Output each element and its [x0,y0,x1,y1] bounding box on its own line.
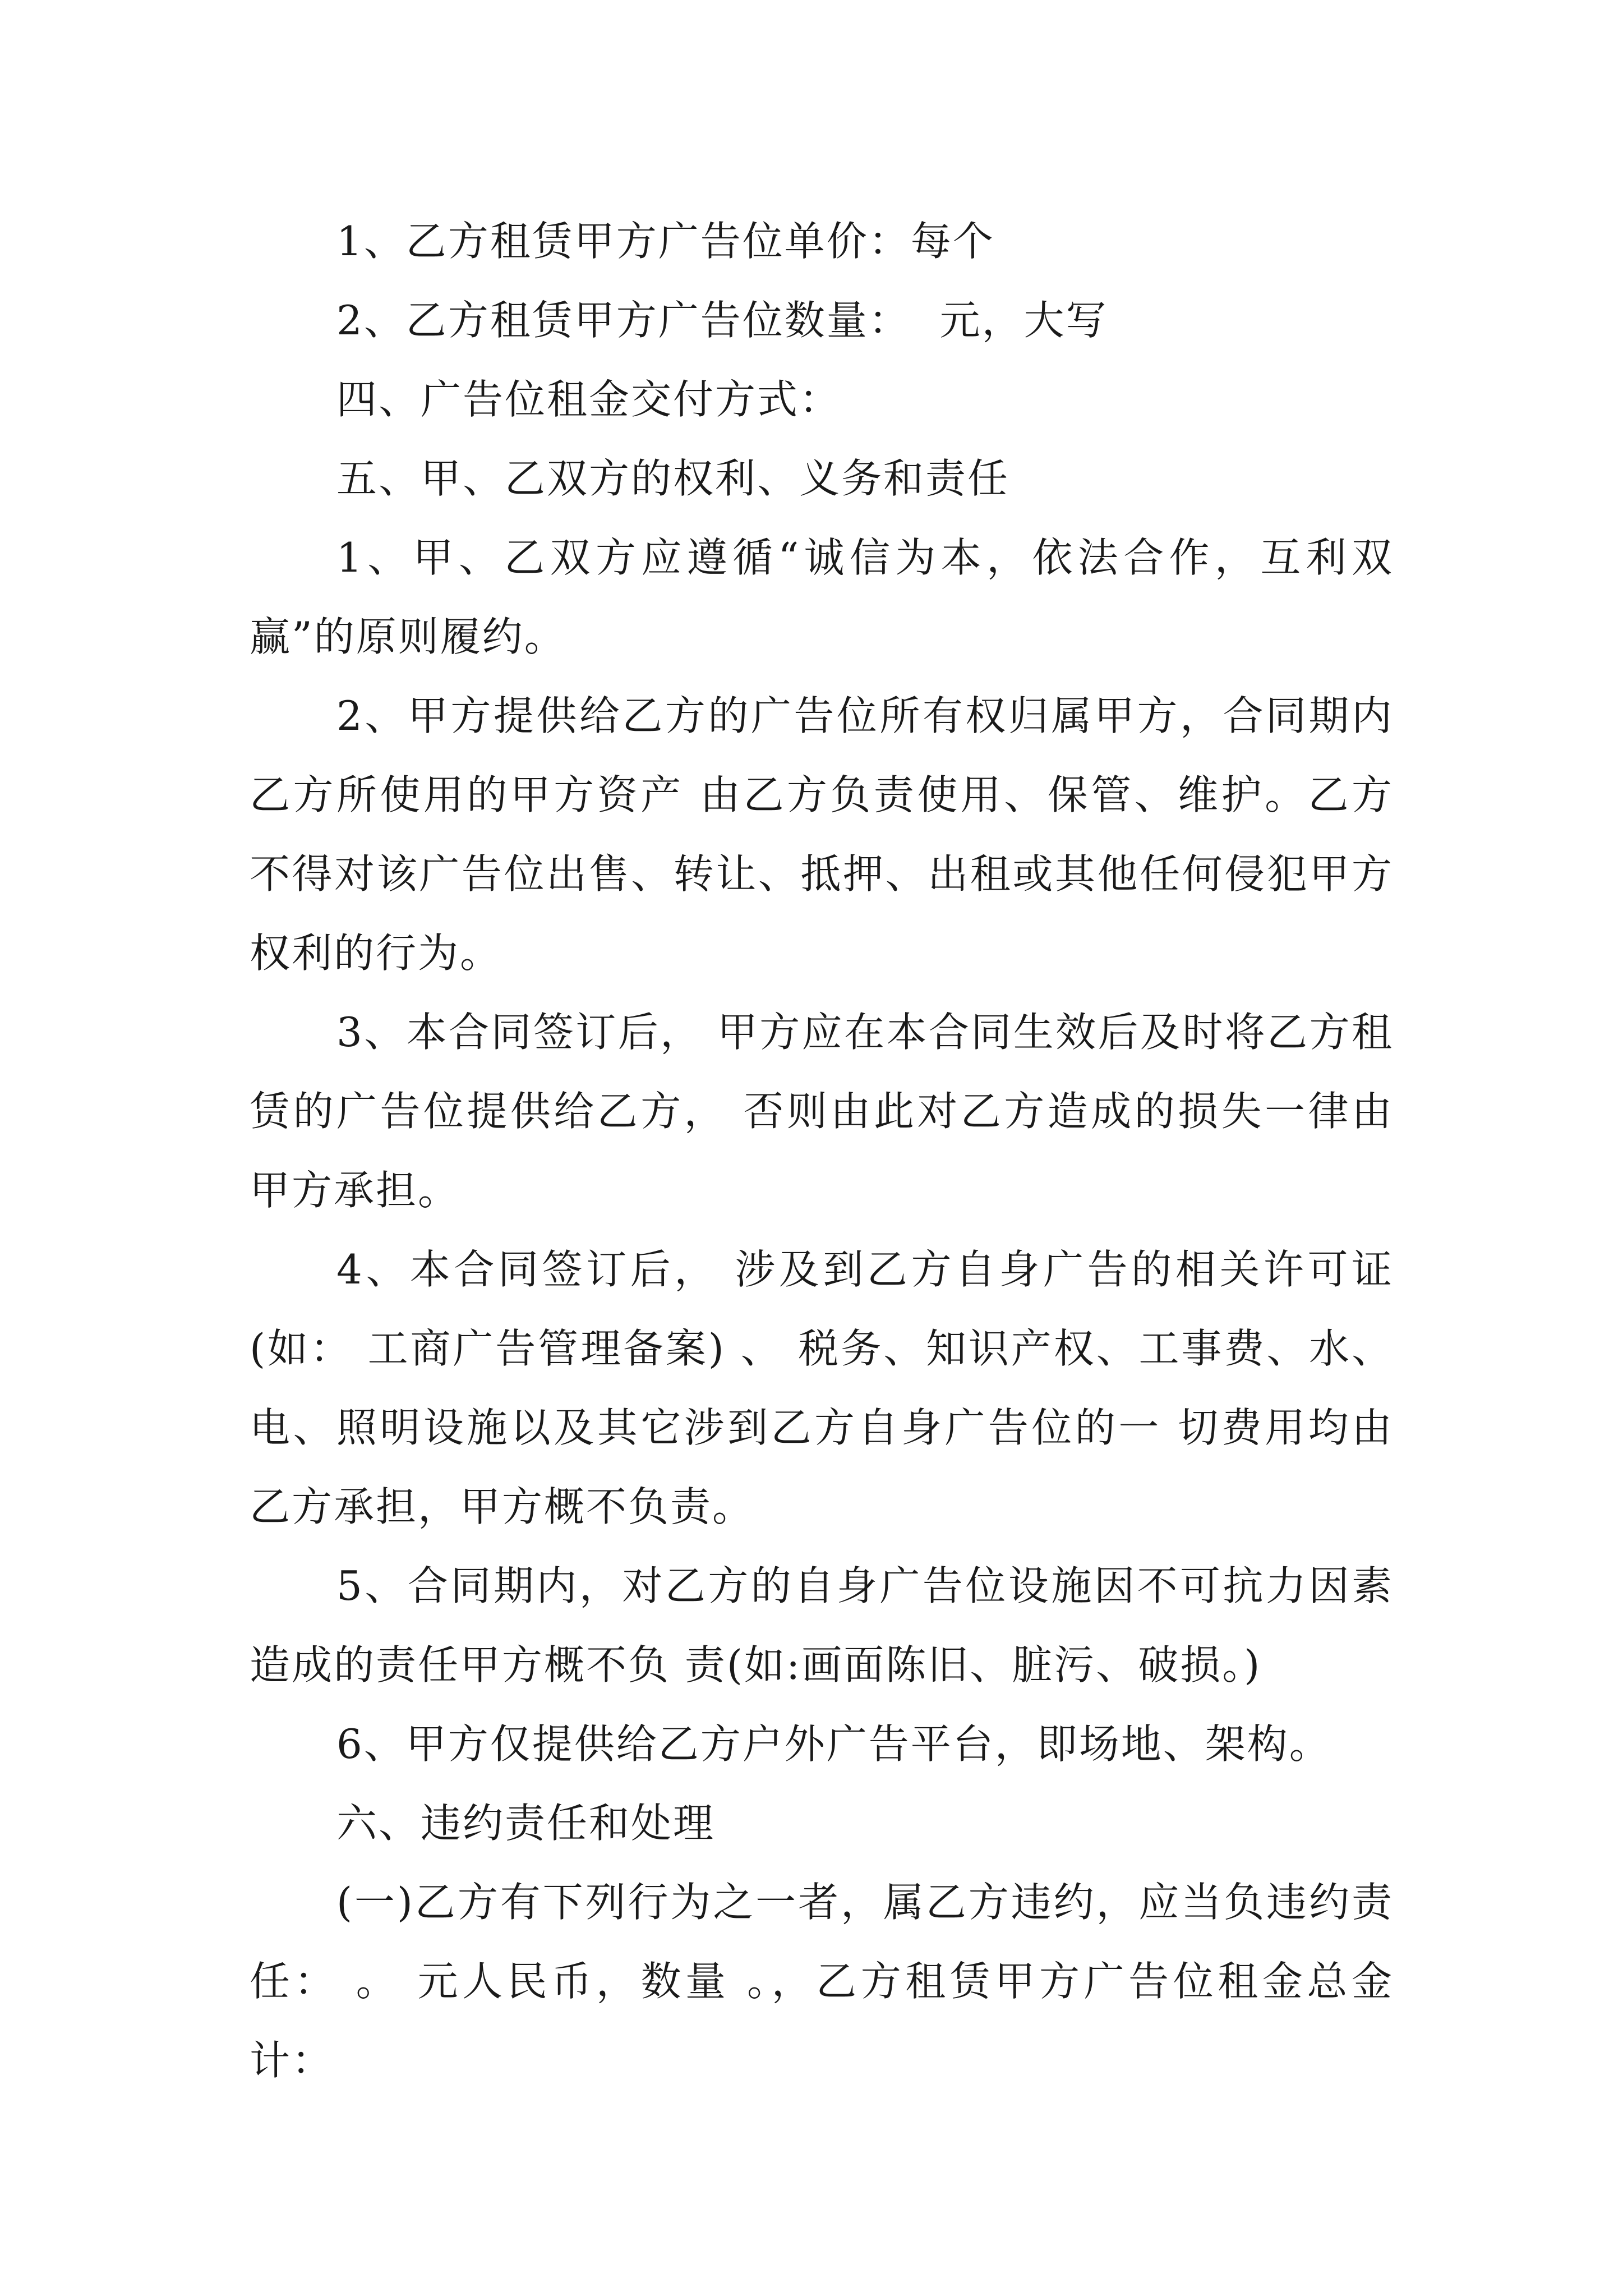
clause-delivery: 3、本合同签订后， 甲方应在本合同生效后及时将乙方租赁的广告位提供给乙方， 否则由此对乙方造成的损失一律由甲方承担。 [250,1009,1394,1214]
heading-breach: 六、违约责任和处理 [336,1800,716,1847]
heading-rent-payment: 四、广告位租金交付方式： [336,376,842,423]
paragraph-unit-price: 1、乙方租赁甲方广告位单价：每个 [336,218,995,265]
clause-platform: 6、甲方仅提供给乙方户外广告平台，即场地、架构。 [336,1720,1331,1768]
clause-ownership: 2、甲方提供给乙方的广告位所有权归属甲方，合同期内乙方所使用的甲方资产 由乙方负责使用、保管、维护。乙方不得对该广告位出售、转让、抵押、出租或其他任何侵犯甲方权利的行为。 [250,692,1394,977]
clause-permits-costs: 4、本合同签订后， 涉及到乙方自身广告的相关许可证(如： 工商广告管理备案) 、 税务、知识产权、工事费、水、电、照明设施以及其它涉到乙方自身广告位的一 切费用均由乙方承担，甲方概不负责。 [250,1246,1394,1530]
clause-force-majeure: 5、合同期内，对乙方的自身广告位设施因不可抗力因素造成的责任甲方概不负 责(如:画面陈旧、脏污、破损。) [250,1562,1394,1688]
clause-good-faith: 1、甲、乙双方应遵循“诚信为本，依法合作，互利双赢”的原则履约。 [250,534,1394,660]
heading-rights-obligations: 五、甲、乙双方的权利、义务和责任 [336,455,1010,502]
document-body [250,202,1394,2100]
paragraph-quantity: 2、乙方租赁甲方广告位数量： 元，大写 [336,297,1108,344]
clause-breach-party-b: (一)乙方有下列行为之一者，属乙方违约，应当负违约责任： 。 元人民币，数量 。，乙方租赁甲方广告位租金总金计： [250,1879,1394,2084]
